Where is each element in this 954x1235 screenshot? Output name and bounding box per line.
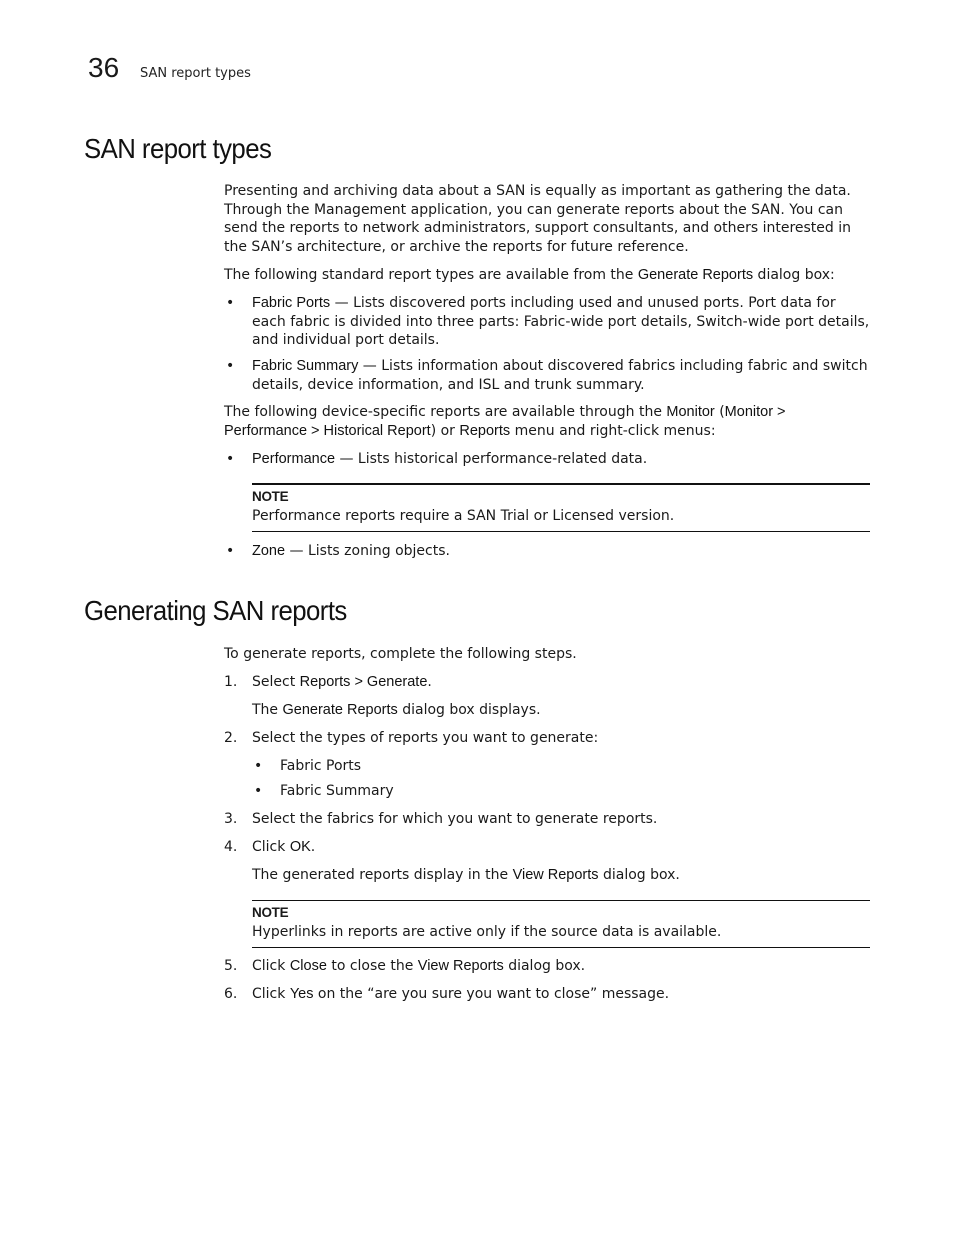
- note-bottom-rule: [252, 947, 870, 948]
- note-bottom-rule: [252, 531, 870, 532]
- step-1: 1. Select Reports > Generate.: [224, 674, 432, 690]
- step-number: 1.: [224, 674, 238, 690]
- standard-reports-paragraph: The following standard report types are available from the Generate Reports dialog box:: [224, 267, 835, 283]
- ui-term: View Reports: [512, 867, 599, 883]
- bullet-icon: •: [226, 543, 235, 559]
- bullet-icon: •: [226, 295, 235, 311]
- step-2: 2. Select the types of reports you want to generate:: [224, 730, 599, 746]
- note-label: NOTE: [252, 489, 289, 504]
- note-top-rule: [252, 900, 870, 901]
- step-number: 4.: [224, 839, 238, 855]
- list-item-fabric-summary: • Fabric Summary — Lists information about discovered fabrics including fabric and switch details, device information, and ISL and trunk summary.: [226, 358, 868, 393]
- step-number: 2.: [224, 730, 238, 746]
- bullet-icon: •: [226, 451, 235, 467]
- step-number: 6.: [224, 986, 238, 1002]
- bullet-icon: •: [226, 358, 235, 374]
- list-item-zone: • Zone — Lists zoning objects.: [226, 543, 450, 559]
- ui-term: Fabric Ports: [252, 295, 331, 311]
- note-text: Performance reports require a SAN Trial or Licensed version.: [252, 507, 675, 524]
- ui-term: OK: [289, 839, 311, 855]
- ui-term: Close: [289, 958, 327, 974]
- ui-term: Monitor > Performance > Historical Report: [224, 404, 786, 439]
- note-box: [252, 900, 870, 948]
- device-reports-paragraph: The following device-specific reports are available through the Monitor (Monitor > Performance > Historical Report) or Reports menu and right-click menus:: [224, 404, 786, 439]
- step-number: 3.: [224, 811, 238, 827]
- list-item-fabric-ports-option: • Fabric Ports: [254, 758, 362, 774]
- steps-intro: To generate reports, complete the following steps.: [224, 646, 577, 662]
- note-box: [252, 483, 870, 532]
- step-5: 5. Click Close to close the View Reports dialog box.: [224, 958, 586, 974]
- list-item-fabric-ports: • Fabric Ports — Lists discovered ports including used and unused ports. Port data for each fabric is divided into three parts: Fabric-wide port details, Switch-wide port details, and individual port details.: [226, 295, 870, 348]
- running-title: SAN report types: [140, 66, 251, 81]
- ui-term: View Reports: [417, 958, 504, 974]
- ui-term: Generate Reports: [637, 267, 754, 283]
- ui-term: Fabric Summary: [252, 358, 359, 374]
- ui-term: Reports > Generate: [299, 674, 428, 690]
- step-number: 5.: [224, 958, 238, 974]
- intro-paragraph: Presenting and archiving data about a SAN is equally as important as gathering the data. Through the Management application, you can generate reports about the SAN. You can send the reports to network administrators, support consultants, and others interested in the SAN’s architecture, or archive the reports for future reference.: [224, 183, 852, 255]
- list-item-fabric-summary-option: • Fabric Summary: [254, 783, 394, 799]
- section-heading-san-report-types: SAN report types: [84, 133, 272, 164]
- note-top-rule: [252, 483, 870, 485]
- step-4: 4. Click OK.: [224, 839, 316, 855]
- bullet-icon: •: [254, 783, 263, 799]
- note-text: Hyperlinks in reports are active only if the source data is available.: [252, 923, 722, 940]
- bullet-icon: •: [254, 758, 263, 774]
- ui-term: Yes: [289, 986, 314, 1002]
- ui-term: Reports: [459, 422, 511, 439]
- step-4-result: The generated reports display in the View Reports dialog box.: [252, 867, 680, 883]
- ui-term: Zone: [252, 543, 286, 559]
- ui-term: Generate Reports: [282, 702, 398, 718]
- step-1-result: The Generate Reports dialog box displays.: [252, 702, 541, 718]
- step-6: 6. Click Yes on the “are you sure you want to close” message.: [224, 986, 670, 1002]
- chapter-number: 36: [88, 52, 120, 83]
- step-3: 3. Select the fabrics for which you want to generate reports.: [224, 811, 658, 827]
- ui-term: Monitor: [666, 404, 715, 420]
- section-heading-generating-san-reports: Generating SAN reports: [84, 595, 347, 626]
- note-label: NOTE: [252, 905, 289, 920]
- list-item-performance: • Performance — Lists historical performance-related data.: [226, 451, 648, 467]
- ui-term: Performance: [252, 451, 336, 467]
